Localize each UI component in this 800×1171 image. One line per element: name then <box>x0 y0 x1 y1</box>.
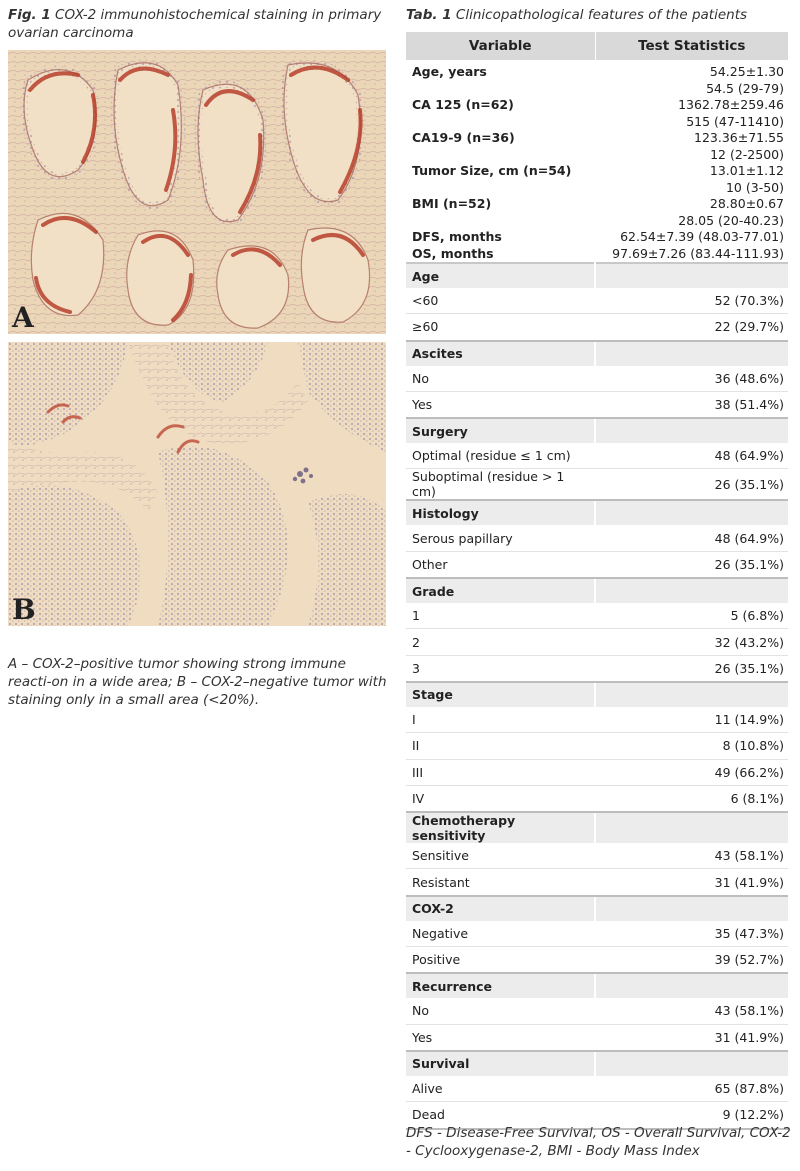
row-label: Other <box>406 551 595 578</box>
table-row <box>406 843 788 869</box>
table-row <box>406 947 788 974</box>
row-value: 26 (35.1%) <box>595 551 788 578</box>
summary-label: CA 125 (n=62) <box>412 97 514 112</box>
row-value: 8 (10.8%) <box>595 733 788 759</box>
group-row-survival <box>406 1051 788 1076</box>
table-row <box>406 998 788 1024</box>
panel-label-a: A <box>12 301 34 334</box>
summary-value: 28.05 (20-40.23) <box>678 212 784 228</box>
micrograph-b <box>8 342 386 626</box>
clinicopathological-table <box>406 32 788 1130</box>
micrograph-a <box>8 50 386 334</box>
table-row <box>406 759 788 785</box>
header-variable: Variable <box>406 32 595 60</box>
row-value: 39 (52.7%) <box>595 947 788 974</box>
group-label: Grade <box>406 578 595 603</box>
table-row <box>406 1076 788 1102</box>
row-value: 5 (6.8%) <box>595 603 788 629</box>
row-value: 26 (35.1%) <box>595 655 788 682</box>
row-value: 31 (41.9%) <box>595 1024 788 1051</box>
row-label: Positive <box>406 947 595 974</box>
row-label: Dead <box>406 1102 595 1129</box>
group-row-grade <box>406 578 788 603</box>
summary-value: 515 (47-11410) <box>686 113 784 129</box>
summary-value: 28.80±0.67 <box>709 196 784 211</box>
row-value: 6 (8.1%) <box>595 785 788 812</box>
summary-value: 13.01±1.12 <box>709 163 784 178</box>
summary-label: CA19-9 (n=36) <box>412 130 515 145</box>
summary-value: 1362.78±259.46 <box>678 97 784 112</box>
summary-value: 54.25±1.30 <box>709 64 784 79</box>
group-row-recurrence <box>406 973 788 998</box>
row-label: Serous papillary <box>406 525 595 551</box>
summary-value: 12 (2-2500) <box>710 146 784 162</box>
row-value: 43 (58.1%) <box>595 998 788 1024</box>
table-row <box>406 443 788 469</box>
row-value: 49 (66.2%) <box>595 759 788 785</box>
table-row <box>406 1024 788 1051</box>
table-title: Clinicopathological features of the patients <box>455 7 748 23</box>
group-label: Surgery <box>406 418 595 443</box>
row-label: I <box>406 707 595 733</box>
header-test-statistics: Test Statistics <box>595 32 788 60</box>
row-value: 32 (43.2%) <box>595 629 788 655</box>
row-value: 31 (41.9%) <box>595 869 788 896</box>
row-label: Sensitive <box>406 843 595 869</box>
micrograph-a-image <box>8 50 386 334</box>
row-value: 26 (35.1%) <box>595 469 788 501</box>
micrograph-b-image <box>8 342 386 626</box>
row-value: 9 (12.2%) <box>595 1102 788 1129</box>
group-label: Survival <box>406 1051 595 1076</box>
row-value: 52 (70.3%) <box>595 288 788 314</box>
summary-value: 123.36±71.55 <box>694 130 784 145</box>
summary-label: Age, years <box>412 64 487 79</box>
row-label: Optimal (residue ≤ 1 cm) <box>406 443 595 469</box>
row-label: II <box>406 733 595 759</box>
row-label: III <box>406 759 595 785</box>
group-label: Histology <box>406 500 595 525</box>
group-label: Stage <box>406 682 595 707</box>
row-label: ≥60 <box>406 314 595 341</box>
figure-label: Fig. 1 <box>8 7 51 23</box>
row-label: No <box>406 366 595 392</box>
table-row <box>406 366 788 392</box>
group-label: Recurrence <box>406 973 595 998</box>
table-row <box>406 288 788 314</box>
summary-value: 10 (3-50) <box>725 179 784 195</box>
group-label: COX-2 <box>406 896 595 921</box>
row-label: Alive <box>406 1076 595 1102</box>
row-label: Yes <box>406 391 595 418</box>
table-row <box>406 629 788 655</box>
table-caption <box>406 6 796 24</box>
figure-title: COX-2 immunohistochemical staining in primary ovarian carcinoma <box>8 7 382 41</box>
panel-label-b: B <box>12 593 36 626</box>
row-value: 43 (58.1%) <box>595 843 788 869</box>
table-footnote: DFS - Disease-Free Survival, OS - Overall Survival, COX-2 - Cyclooxygenase-2, BMI - Body Mass Index <box>406 1125 791 1159</box>
table-row <box>406 785 788 812</box>
row-label: Negative <box>406 921 595 947</box>
figure-note: A – COX-2–positive tumor showing strong immune reacti-on in a wide area; B – COX-2–negative tumor with staining only in a small area (<20%). <box>8 656 387 708</box>
row-label: IV <box>406 785 595 812</box>
table-row <box>406 655 788 682</box>
summary-value: 97.69±7.26 (83.44-111.93) <box>612 245 784 261</box>
table-row <box>406 314 788 341</box>
table-row <box>406 733 788 759</box>
group-label: Age <box>406 263 595 288</box>
row-label: Resistant <box>406 869 595 896</box>
row-value: 48 (64.9%) <box>595 443 788 469</box>
table-row <box>406 707 788 733</box>
row-value: 36 (48.6%) <box>595 366 788 392</box>
group-row-chemotherapy-sensitivity <box>406 812 788 843</box>
group-row-ascites <box>406 341 788 366</box>
figure-caption <box>8 6 388 42</box>
group-row-histology <box>406 500 788 525</box>
group-row-cox-2 <box>406 896 788 921</box>
summary-value: 62.54±7.39 (48.03-77.01) <box>620 229 784 244</box>
table-row <box>406 869 788 896</box>
row-value: 38 (51.4%) <box>595 391 788 418</box>
table-row <box>406 469 788 501</box>
summary-label: Tumor Size, cm (n=54) <box>412 163 572 178</box>
row-label: 3 <box>406 655 595 682</box>
table-label: Tab. 1 <box>406 7 452 23</box>
row-label: Suboptimal (residue > 1 cm) <box>406 469 595 501</box>
row-label: 1 <box>406 603 595 629</box>
summary-statistics-row <box>406 60 788 263</box>
summary-label: OS, months <box>412 245 494 261</box>
group-label: Ascites <box>406 341 595 366</box>
summary-value: 54.5 (29-79) <box>706 80 784 96</box>
row-label: <60 <box>406 288 595 314</box>
row-value: 11 (14.9%) <box>595 707 788 733</box>
row-value: 48 (64.9%) <box>595 525 788 551</box>
table-row <box>406 391 788 418</box>
table-header-row <box>406 32 788 60</box>
group-row-age <box>406 263 788 288</box>
row-label: No <box>406 998 595 1024</box>
row-value: 65 (87.8%) <box>595 1076 788 1102</box>
summary-values <box>595 60 788 263</box>
row-label: 2 <box>406 629 595 655</box>
group-label: Chemotherapy sensitivity <box>406 812 595 843</box>
table-row <box>406 551 788 578</box>
row-label: Yes <box>406 1024 595 1051</box>
group-row-stage <box>406 682 788 707</box>
table-row <box>406 525 788 551</box>
row-value: 22 (29.7%) <box>595 314 788 341</box>
table-row <box>406 921 788 947</box>
table-row <box>406 603 788 629</box>
row-value: 35 (47.3%) <box>595 921 788 947</box>
group-row-surgery <box>406 418 788 443</box>
summary-label: DFS, months <box>412 229 502 244</box>
summary-label: BMI (n=52) <box>412 196 492 211</box>
summary-labels <box>406 60 595 263</box>
